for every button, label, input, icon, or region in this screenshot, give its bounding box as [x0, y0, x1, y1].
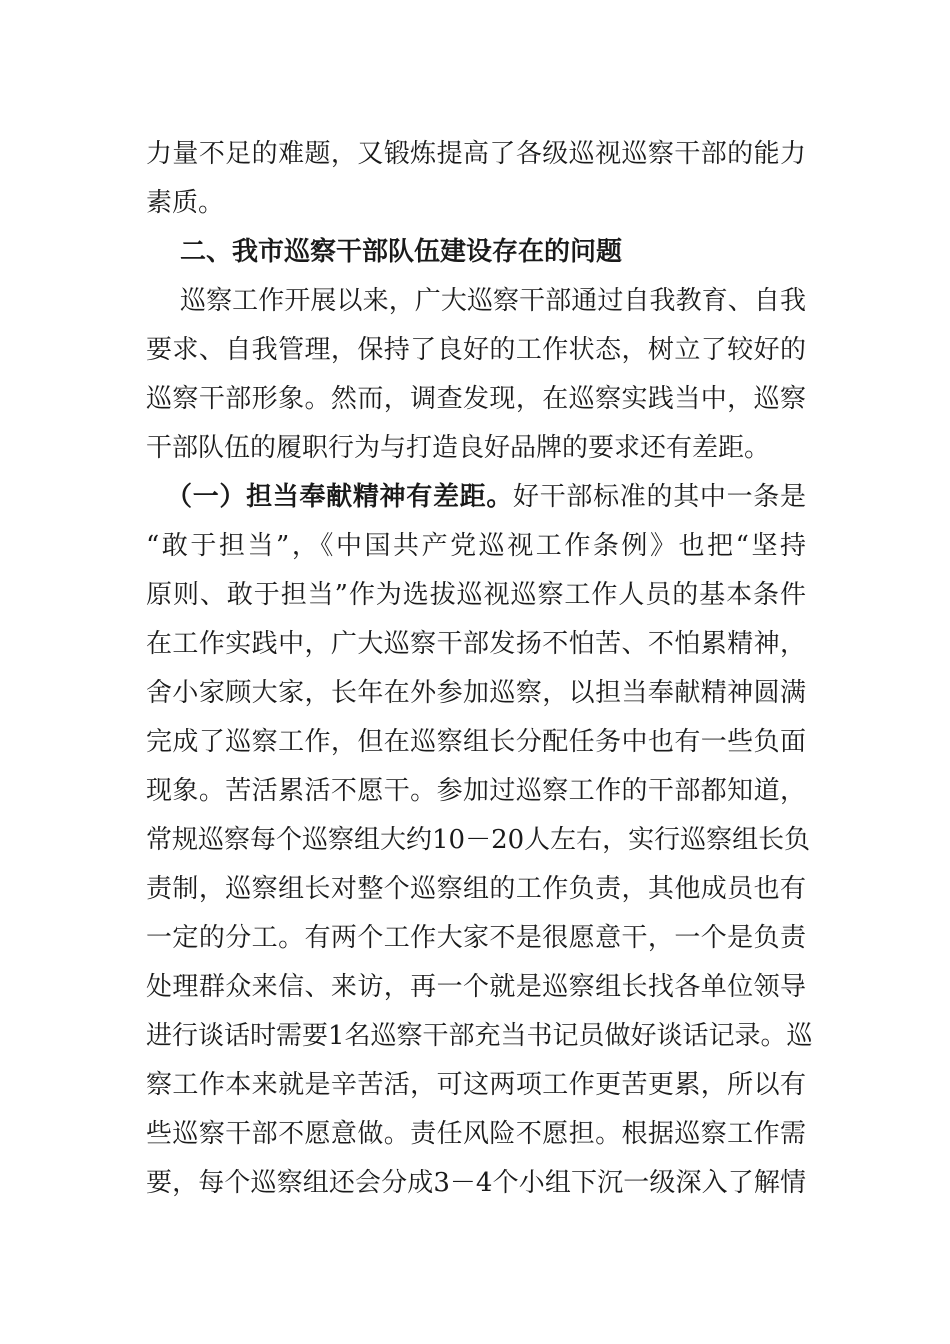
- paragraph-line: [146, 575, 806, 615]
- line-text: 现象。苦活累活不愿干。参加过巡察工作的干部都知道，: [146, 776, 806, 806]
- paragraph-line: [146, 134, 806, 174]
- paragraph-line: [146, 526, 806, 566]
- line-text: 察工作本来就是辛苦活，可这两项工作更苦更累，所以有: [146, 1070, 806, 1100]
- paragraph-line: [146, 869, 806, 909]
- paragraph-line: [146, 1016, 813, 1056]
- line-text: 好干部标准的其中一条是: [513, 482, 806, 512]
- paragraph-line: [146, 1163, 806, 1203]
- paragraph-line: [146, 624, 806, 664]
- line-text: 巡察干部形象。然而，调查发现，在巡察实践当中，巡察: [146, 384, 806, 414]
- paragraph-line: [146, 428, 806, 468]
- line-text: 在工作实践中，广大巡察干部发扬不怕苦、不怕累精神，: [146, 629, 806, 659]
- line-text: 责制，巡察组长对整个巡察组的工作负责，其他成员也有: [146, 874, 806, 904]
- line-text: 完成了巡察工作，但在巡察组长分配任务中也有一些负面: [146, 727, 806, 757]
- paragraph-line: [146, 1065, 806, 1105]
- line-text: “敢于担当”，《中国共产党巡视工作条例》也把“坚持: [146, 531, 806, 561]
- subsection-heading-text: （一）担当奉献精神有差距。: [166, 482, 514, 512]
- paragraph-line: [146, 722, 806, 762]
- paragraph-line: [146, 820, 811, 860]
- paragraph-line: [146, 673, 806, 713]
- line-text: 常规巡察每个巡察组大约10－20人左右，实行巡察组长负: [146, 825, 811, 855]
- line-text: 力量不足的难题，又锻炼提高了各级巡视巡察干部的能力: [146, 139, 806, 169]
- line-text: 素质。: [146, 188, 225, 218]
- line-text: 干部队伍的履职行为与打造良好品牌的要求还有差距。: [146, 433, 771, 463]
- paragraph-line: [146, 918, 806, 958]
- paragraph-line: [146, 1114, 806, 1154]
- line-text: 巡察工作开展以来，广大巡察干部通过自我教育、自我: [180, 286, 806, 316]
- line-text: 要，每个巡察组还会分成3－4个小组下沉一级深入了解情: [146, 1168, 806, 1198]
- line-text: 处理群众来信、来访，再一个就是巡察组长找各单位领导: [146, 972, 806, 1002]
- line-text: 要求、自我管理，保持了良好的工作状态，树立了较好的: [146, 335, 806, 365]
- paragraph-line: [146, 281, 806, 321]
- paragraph-line: [146, 379, 806, 419]
- line-text: 进行谈话时需要1名巡察干部充当书记员做好谈话记录。巡: [146, 1021, 813, 1051]
- section-heading-text: 二、我市巡察干部队伍建设存在的问题: [180, 237, 623, 267]
- line-text: 一定的分工。有两个工作大家不是很愿意干，一个是负责: [146, 923, 806, 953]
- paragraph-line: [146, 330, 806, 370]
- line-text: 些巡察干部不愿意做。责任风险不愿担。根据巡察工作需: [146, 1119, 806, 1149]
- line-text: 原则、敢于担当”作为选拔巡视巡察工作人员的基本条件: [146, 580, 806, 610]
- section-heading: [146, 232, 840, 272]
- paragraph-line: [146, 477, 806, 517]
- paragraph-line: [146, 967, 806, 1007]
- paragraph-line: [146, 183, 806, 223]
- line-text: 舍小家顾大家，长年在外参加巡察，以担当奉献精神圆满: [146, 678, 806, 708]
- paragraph-line: [146, 771, 806, 811]
